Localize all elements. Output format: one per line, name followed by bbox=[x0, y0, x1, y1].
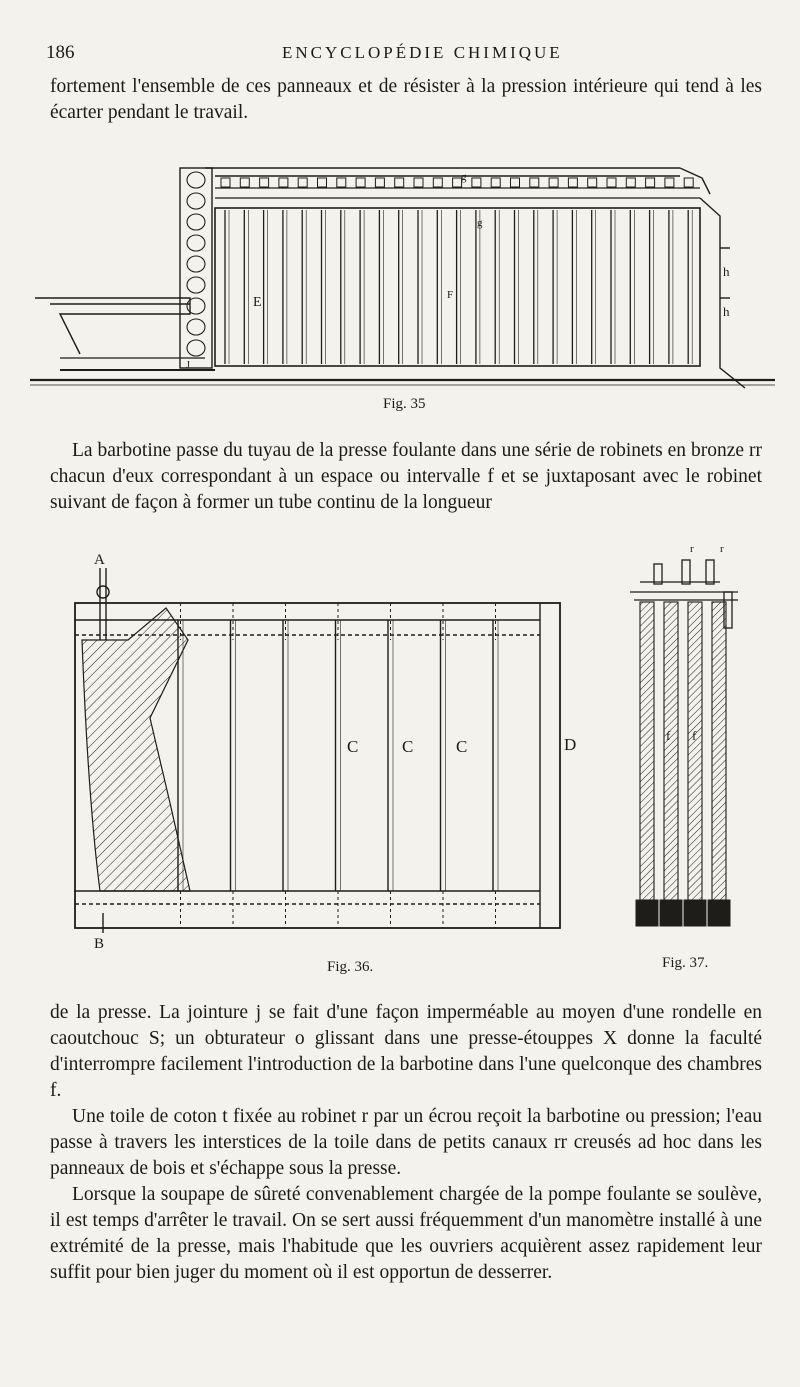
fig35-label-h2: h bbox=[723, 304, 730, 319]
fig35-cock bbox=[568, 178, 577, 187]
fig37-column bbox=[664, 602, 678, 900]
fig35-cock bbox=[472, 178, 481, 187]
fig36-label-b: B bbox=[94, 936, 105, 952]
paragraph-intro: fortement l'ensemble de ces panneaux et de résister à la pression intérieure qui tend à les écarter pendant le travail. bbox=[50, 76, 762, 123]
fig35-cock bbox=[684, 178, 693, 187]
fig35-cock bbox=[626, 178, 635, 187]
fig37-base bbox=[708, 900, 730, 926]
fig35-label-e: E bbox=[253, 295, 262, 310]
fig35-ring bbox=[187, 172, 205, 188]
fig35-cock bbox=[298, 178, 307, 187]
fig35-cock bbox=[240, 178, 249, 187]
fig35-cock bbox=[279, 178, 288, 187]
fig37-base bbox=[636, 900, 658, 926]
fig35-ring bbox=[187, 256, 205, 272]
fig35-cock bbox=[665, 178, 674, 187]
fig35-cock bbox=[646, 178, 655, 187]
fig35-label-h1: h bbox=[723, 264, 730, 279]
fig37-label-r1: r bbox=[690, 543, 694, 555]
fig35-cock bbox=[491, 178, 500, 187]
fig36-label-d: D bbox=[564, 735, 577, 754]
fig37-base bbox=[660, 900, 682, 926]
fig37-column bbox=[640, 602, 654, 900]
fig35-label-g-top: g bbox=[461, 171, 467, 183]
fig35-cock bbox=[588, 178, 597, 187]
paragraph-toile: Une toile de coton t fixée au robinet r par un écrou reçoit la barbotine ou pression; l'eau passe à travers les interstices de la toile dans de petits canaux rr creusés ad hoc dans les panneaux de bois et s'échappe sous la presse. bbox=[50, 1106, 762, 1179]
fig37-label-f2: f bbox=[692, 728, 697, 743]
fig35-cock bbox=[395, 178, 404, 187]
fig36-label-c2: C bbox=[402, 737, 414, 756]
figure-37-illustration bbox=[620, 540, 750, 940]
paragraph-soupape: Lorsque la soupape de sûreté convenablement chargée de la pompe foulante se soulève, il est temps d'arrêter le travail. On se sert aussi fréquemment d'un manomètre installé à une extrémité de la presse, mais l'habitude que les ouvriers acquièrent assez rapidement leur suffit pour bien juger du moment où il est opportun de desserrer. bbox=[50, 1184, 762, 1283]
fig35-cock bbox=[414, 178, 423, 187]
fig35-label-f: F bbox=[447, 289, 454, 301]
fig35-cock bbox=[530, 178, 539, 187]
fig36-label-c3: C bbox=[456, 737, 468, 756]
page-number: 186 bbox=[46, 42, 75, 63]
fig35-cock bbox=[356, 178, 365, 187]
fig37-column bbox=[688, 602, 702, 900]
fig35-cock bbox=[607, 178, 616, 187]
fig35-caption: Fig. 35 bbox=[383, 396, 426, 412]
fig37-base bbox=[684, 900, 706, 926]
figure-36-illustration bbox=[70, 548, 600, 953]
fig35-ring bbox=[187, 235, 205, 251]
fig35-cock bbox=[433, 178, 442, 187]
fig35-cock bbox=[375, 178, 384, 187]
fig37-label-r2: r bbox=[720, 543, 724, 555]
fig35-cock bbox=[337, 178, 346, 187]
running-head: ENCYCLOPÉDIE CHIMIQUE bbox=[282, 43, 563, 62]
page-header bbox=[46, 42, 746, 66]
fig35-cock bbox=[511, 178, 520, 187]
fig36-label-c1: C bbox=[347, 737, 359, 756]
fig37-column bbox=[712, 602, 726, 900]
fig37-caption: Fig. 37. bbox=[662, 955, 709, 971]
fig35-cock bbox=[221, 178, 230, 187]
fig35-cock bbox=[260, 178, 269, 187]
fig36-caption: Fig. 36. bbox=[327, 959, 374, 975]
paragraph-jointure: de la presse. La jointure j se fait d'une façon imperméable au moyen d'une rondelle en caoutchouc S; un obturateur o glissant dans une presse-étouppes X donne la faculté d'interrompre facilement l'introduction de la barbotine dans l'une quelconque des chambres f. bbox=[50, 1002, 762, 1101]
paragraph-barbotine: La barbotine passe du tuyau de la presse foulante dans une série de robinets en bronze rr chacun d'eux correspondant à un espace ou intervalle f et se juxtaposant avec le robinet suivant de façon à former un tube continu de la longueur bbox=[50, 440, 762, 513]
figure-35-illustration bbox=[30, 158, 780, 390]
fig35-ring bbox=[187, 340, 205, 356]
fig36-label-a: A bbox=[94, 552, 105, 568]
fig35-cock bbox=[318, 178, 327, 187]
fig37-label-f1: f bbox=[666, 728, 671, 743]
fig35-ring bbox=[187, 214, 205, 230]
fig35-label-j: J bbox=[186, 360, 190, 371]
fig35-ring bbox=[187, 277, 205, 293]
fig35-ring bbox=[187, 193, 205, 209]
fig35-label-g-mid: g bbox=[477, 217, 483, 229]
fig35-cock bbox=[549, 178, 558, 187]
fig35-ring bbox=[187, 319, 205, 335]
